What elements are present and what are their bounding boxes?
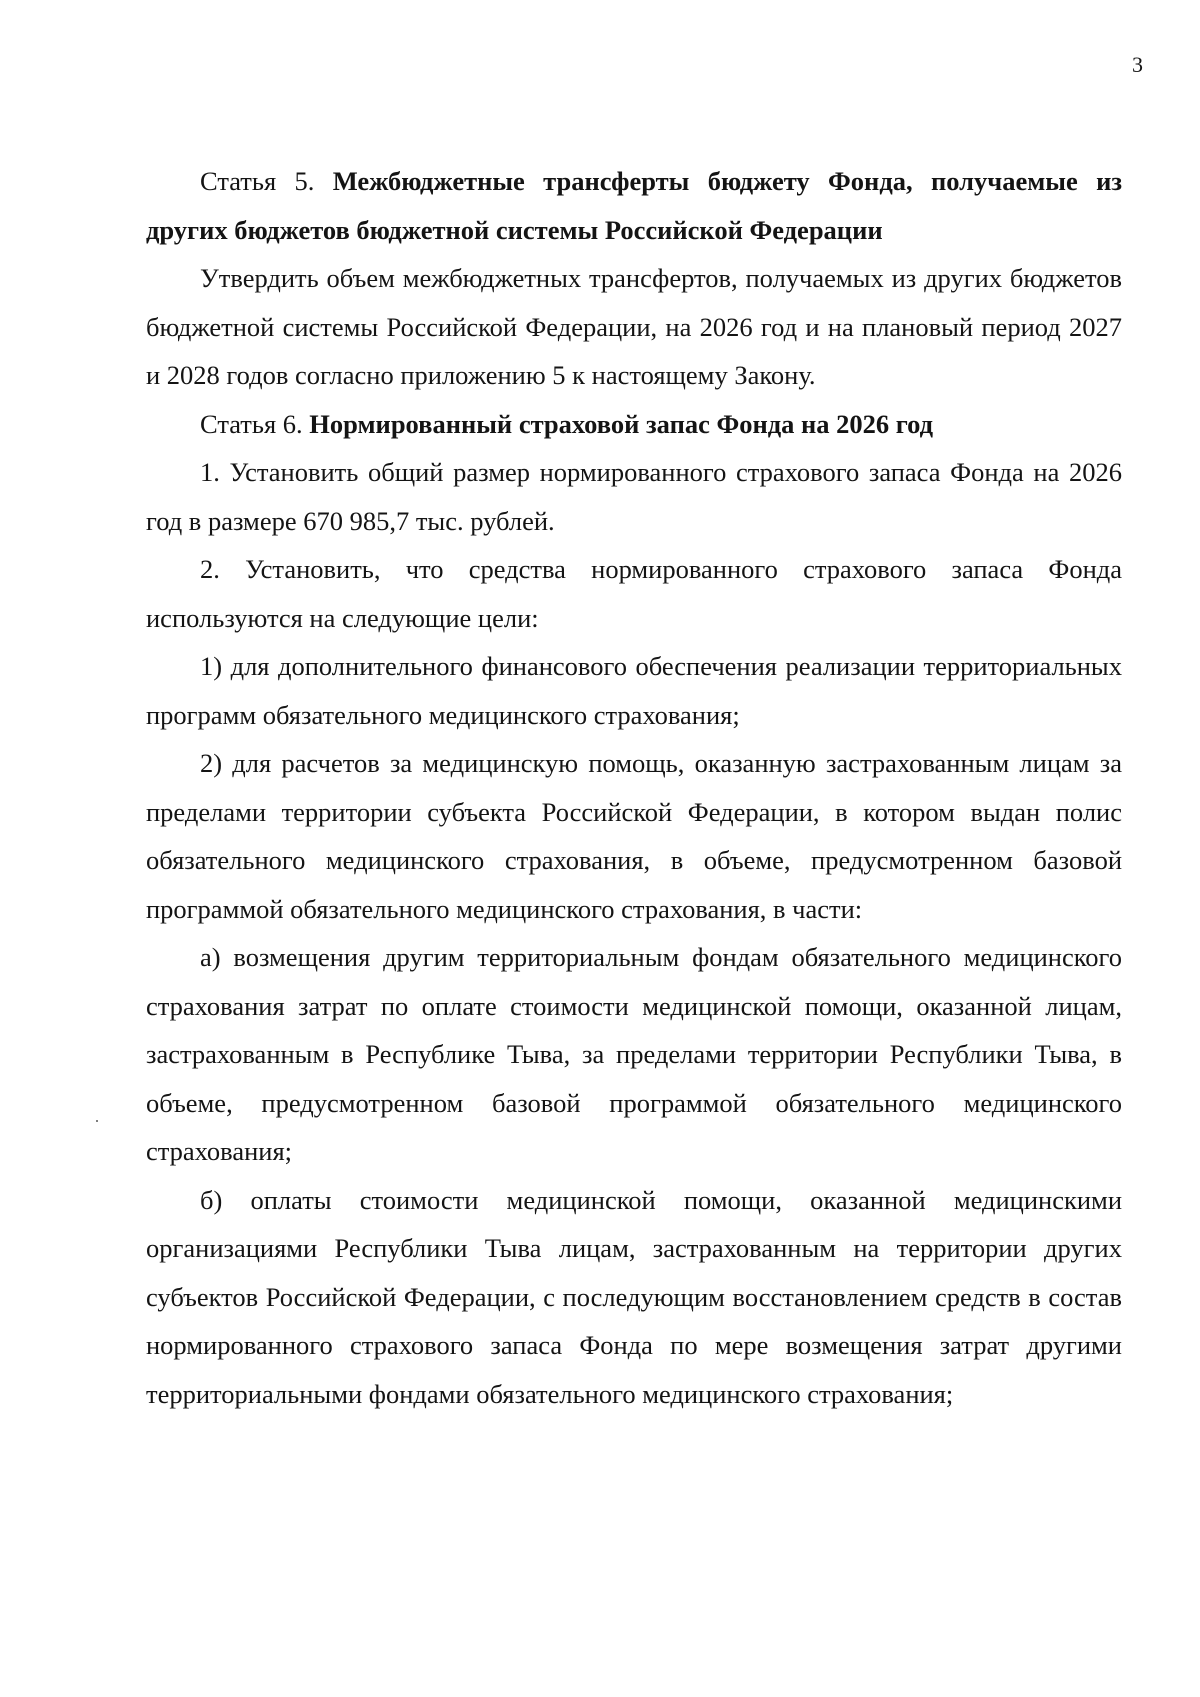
article-6-item-1: 1) для дополнительного финансового обеспечения реализации территориальных программ обязательного медицинского страхования; <box>146 651 1122 730</box>
scan-artifact <box>96 1120 98 1122</box>
document-body <box>146 157 1122 1418</box>
article-5-heading <box>146 157 1122 254</box>
article-6-paragraph-1: 1. Установить общий размер нормированного страхового запаса Фонда на 2026 год в размере 670 985,7 тыс. рублей. <box>146 457 1122 536</box>
article-6-paragraph-2: 2. Установить, что средства нормированного страхового запаса Фонда используются на следующие цели: <box>146 554 1122 633</box>
article-6-subitem-a: а) возмещения другим территориальным фондам обязательного медицинского страхования затрат по оплате стоимости медицинской помощи, оказанной лицам, застрахованным в Республике Тыва, за пределами территории Республики Тыва, в объеме, предусмотренном базовой программой обязательного медицинского страхования; <box>146 942 1122 1166</box>
article-6-title: Нормированный страховой запас Фонда на 2026 год <box>309 408 934 439</box>
article-5-prefix: Статья 5. <box>200 166 333 196</box>
article-5-text: Утвердить объем межбюджетных трансфертов, получаемых из других бюджетов бюджетной системы Российской Федерации, на 2026 год и на плановый период 2027 и 2028 годов согласно приложению 5 к настоящему Закону. <box>146 263 1122 390</box>
page-number: 3 <box>1132 52 1143 77</box>
article-5-title: Межбюджетные трансферты бюджету Фонда, получаемые из других бюджетов бюджетной системы Российской Федерации <box>146 166 1122 245</box>
article-6-subitem-b: б) оплаты стоимости медицинской помощи, оказанной медицинскими организациями Республики Тыва лицам, застрахованным на территории других субъектов Российской Федерации, с последующим восстановлением средств в состав нормированного страхового запаса Фонда по мере возмещения затрат другими территориальными фондами обязательного медицинского страхования; <box>146 1184 1122 1409</box>
article-6-prefix: Статья 6. <box>200 408 310 439</box>
article-6-item-2: 2) для расчетов за медицинскую помощь, оказанную застрахованным лицам за пределами территории субъекта Российской Федерации, в котором выдан полис обязательного медицинского страхования, в объеме, предусмотренном базовой программой обязательного медицинского страхования, в части: <box>146 748 1122 924</box>
article-6-heading <box>146 400 1122 449</box>
